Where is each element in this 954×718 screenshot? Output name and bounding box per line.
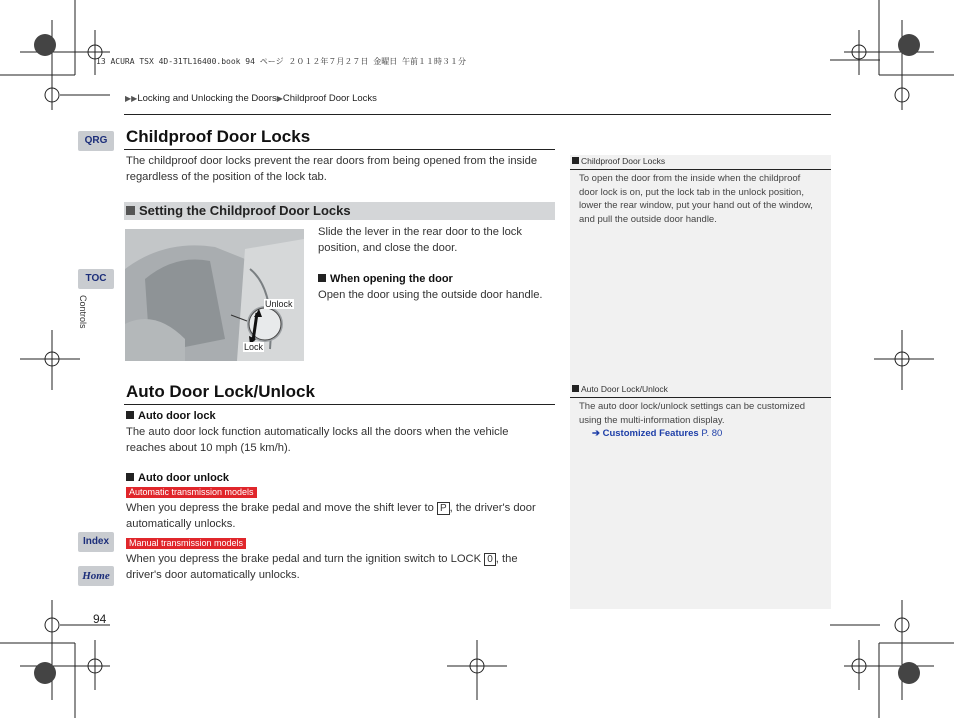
square-bullet-icon <box>126 473 134 481</box>
home-button[interactable] <box>78 566 114 586</box>
note2-title: Auto Door Lock/Unlock <box>572 384 668 394</box>
park-key-icon: P <box>437 502 450 515</box>
door-illustration <box>125 229 304 361</box>
note-icon <box>572 157 579 164</box>
title-rule <box>124 404 555 405</box>
setting-bar-label: Setting the Childproof Door Locks <box>139 203 351 218</box>
auto-unlock-manual-text: When you depress the brake pedal and turn the ignition switch to LOCK 0 , the driver's door automatically unlocks. <box>126 553 518 581</box>
auto-unlock-heading: Auto door unlock <box>126 472 229 484</box>
note-rule <box>570 169 831 170</box>
note-rule <box>570 397 831 398</box>
lock-zero-key-icon: 0 <box>484 553 496 566</box>
page-number: 94 <box>93 612 107 626</box>
opening-door-heading: When opening the door <box>318 273 453 285</box>
customized-features-link[interactable]: ➔ Customized Features P. 80 <box>592 428 723 439</box>
note1-title: Childproof Door Locks <box>572 156 665 166</box>
section-side-label: Controls <box>78 295 88 329</box>
section-title-childproof: Childproof Door Locks <box>126 127 311 146</box>
note1-text: To open the door from the inside when the childproof door lock is on, put the lock tab in the unlock position, lower the rear window, put your hand out of the window, and pull the outside door handle. <box>579 173 813 225</box>
auto-unlock-automatic-text: When you depress the brake pedal and move the shift lever to P , the driver's door automatically unlocks. <box>126 502 536 530</box>
auto-lock-text: The auto door lock function automatically locks all the doors when the vehicle reaches about 10 mph (15 km/h). <box>126 426 509 454</box>
breadcrumb-link-2[interactable]: Childproof Door Locks <box>282 93 377 104</box>
index-button[interactable]: Index <box>78 532 114 552</box>
square-bullet-icon <box>318 274 326 282</box>
auto-lock-heading: Auto door lock <box>126 410 216 422</box>
square-bullet-icon <box>126 411 134 419</box>
note-icon <box>572 385 579 392</box>
section-title-auto-lock: Auto Door Lock/Unlock <box>126 382 315 401</box>
note2-text: The auto door lock/unlock settings can be customized using the multi-information display. <box>579 401 806 426</box>
childproof-step: Slide the lever in the rear door to the lock position, and close the door. <box>318 226 522 254</box>
square-bullet-icon <box>126 206 135 215</box>
setting-bar <box>124 202 555 220</box>
breadcrumb-arrow-icon: ▶▶ <box>125 94 138 103</box>
automatic-models-tag: Automatic transmission models <box>126 487 257 498</box>
header-rule <box>124 114 831 115</box>
breadcrumb-link-1[interactable]: Locking and Unlocking the Doors <box>137 93 277 104</box>
manual-models-tag: Manual transmission models <box>126 538 246 549</box>
childproof-intro: The childproof door locks prevent the rear doors from being opened from the inside regardless of the position of the lock tab. <box>126 155 538 183</box>
breadcrumb-arrow-icon: ▶ <box>276 94 283 103</box>
link-arrow-icon: ➔ <box>592 428 600 439</box>
print-header: 13 ACURA TSX 4D-31TL16400.book 94 ページ ２０１２年７月２７日 金曜日 午前１１時３１分 <box>96 57 467 66</box>
toc-button[interactable]: TOC <box>78 269 114 289</box>
home-label: Home <box>82 570 110 582</box>
opening-door-text: Open the door using the outside door handle. <box>318 289 543 301</box>
side-notes-panel <box>570 155 831 609</box>
lock-label: Lock <box>244 342 264 352</box>
breadcrumb <box>125 93 377 104</box>
title-rule <box>124 149 555 150</box>
unlock-label: Unlock <box>265 299 293 309</box>
door-lock-figure <box>125 229 304 361</box>
qrg-button[interactable]: QRG <box>78 131 114 151</box>
